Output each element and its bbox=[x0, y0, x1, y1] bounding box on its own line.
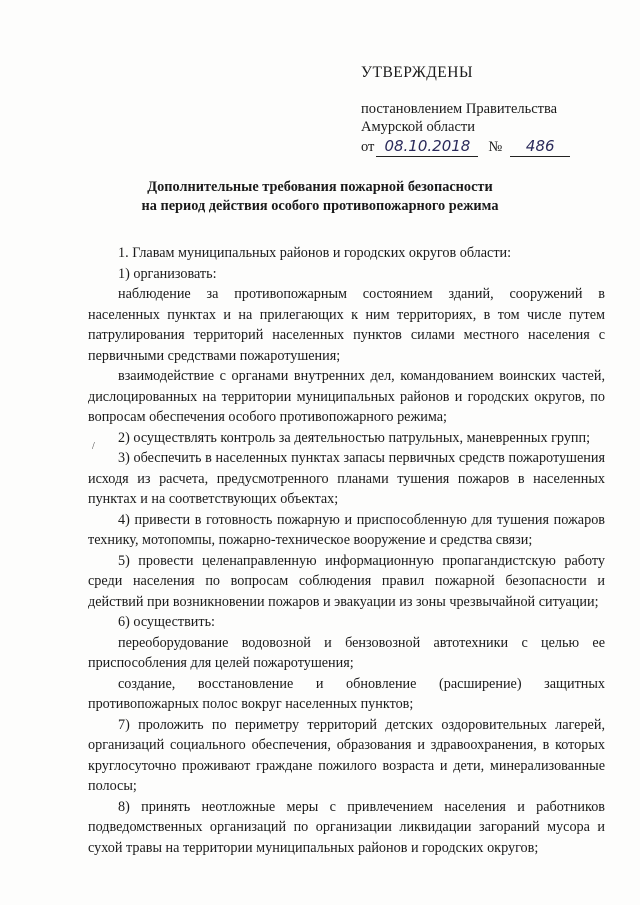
number-sign: № bbox=[488, 139, 503, 155]
paragraph: наблюдение за противопожарным состоянием зданий, сооружений в населенных пунктах и на прилегающих к ним территориях, в том числе путем патрулирования территорий населенных пунктов силами местного населения с первичными средствами пожаротушения; bbox=[88, 286, 605, 364]
handwritten-date: 08.10.2018 bbox=[376, 136, 478, 157]
handwritten-number: 486 bbox=[510, 136, 570, 157]
paragraph: 8) принять неотложные меры с привлечением населения и работников подведомственных организаций по организации ликвидации загораний мусора и сухой травы на территории муниципальных районов и городских округов; bbox=[88, 798, 605, 856]
paragraph: 4) привести в готовность пожарную и приспособленную для тушения пожаров технику, мотопомпы, пожарно-техническое вооружение и средства связи; bbox=[88, 511, 605, 548]
paragraph: 7) проложить по периметру территорий детских оздоровительных лагерей, организаций социального обеспечения, образования и здравоохранения, в которых круглосуточно проживают граждане пожилого возраста и дети, минерализованные полосы; bbox=[88, 716, 605, 794]
stray-mark: / bbox=[92, 441, 95, 452]
paragraph: 1. Главам муниципальных районов и городских округов области: bbox=[118, 245, 512, 261]
paragraph: 1) организовать: bbox=[118, 265, 217, 282]
paragraph: 5) провести целенаправленную информационную пропагандистскую работу среди населения по вопросам соблюдения правил пожарной безопасности и действий при возникновении пожаров и эвакуации из зоны чрезвычайной ситуации; bbox=[88, 552, 605, 610]
paragraph: 6) осуществить: bbox=[118, 614, 215, 630]
heading-line-1: Дополнительные требования пожарной безопасности bbox=[147, 179, 493, 195]
approval-date-number bbox=[361, 136, 601, 157]
paragraph: 2) осуществлять контроль за деятельностью патрульных, маневренных групп; bbox=[118, 429, 591, 446]
paragraph: переоборудование водовозной и бензовозной автотехники с целью ее приспособления для целей пожаротушения; bbox=[88, 634, 605, 671]
approval-line-1: постановлением Правительства bbox=[361, 101, 558, 117]
approval-title: УТВЕРЖДЕНЫ bbox=[361, 64, 473, 81]
approval-line-2: Амурской области bbox=[361, 119, 475, 135]
paragraph: 3) обеспечить в населенных пунктах запасы первичных средств пожаротушения исходя из расчета, предусмотренного планами тушения пожаров в населенных пунктах и на соответствующих объектах; bbox=[88, 450, 605, 507]
from-label: от bbox=[361, 139, 375, 155]
heading-line-2: на период действия особого противопожарного режима bbox=[141, 198, 499, 214]
paragraph: создание, восстановление и обновление (расширение) защитных противопожарных полос вокруг населенных пунктов; bbox=[88, 675, 605, 712]
paragraph: взаимодействие с органами внутренних дел, командованием воинских частей, дислоцированных на территории муниципальных районов и городских округов, по вопросам обеспечения особого противопожарного режима; bbox=[88, 368, 605, 425]
document-body bbox=[88, 243, 605, 858]
document-heading bbox=[100, 178, 540, 216]
approval-block bbox=[361, 64, 601, 157]
